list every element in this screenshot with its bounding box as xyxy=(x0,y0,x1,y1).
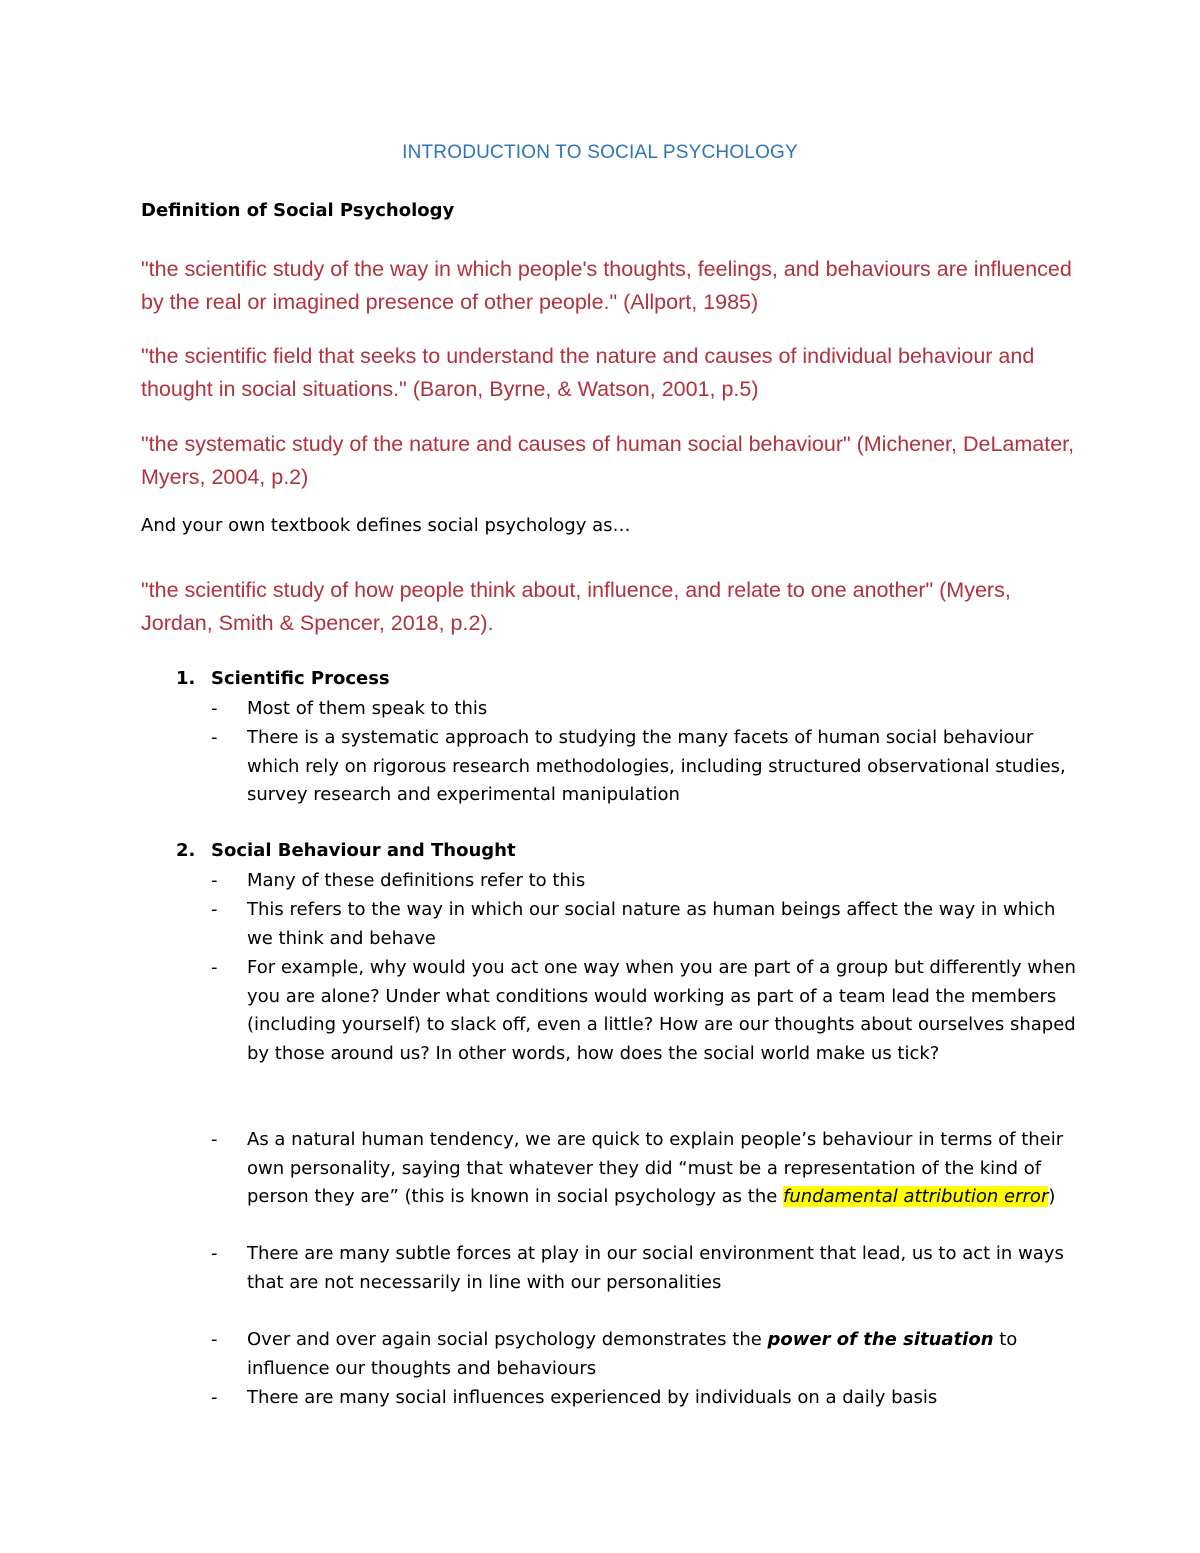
bullet-dash: - xyxy=(211,870,218,891)
section-1-title: Scientific Process xyxy=(211,668,390,689)
bullet-dash: - xyxy=(211,727,218,748)
bullet-text: Many of these definitions refer to this xyxy=(247,870,586,891)
bullet-text: There are many social influences experienced by individuals on a daily basis xyxy=(247,1387,938,1408)
fae-text-after: ) xyxy=(1048,1186,1056,1207)
textbook-intro: And your own textbook defines social psychology as… xyxy=(141,515,631,536)
bullet-dash: - xyxy=(211,957,218,978)
bullet-dash: - xyxy=(211,899,218,920)
bullet-dash: - xyxy=(211,1387,218,1408)
page-title: INTRODUCTION TO SOCIAL PSYCHOLOGY xyxy=(402,142,798,163)
fae-text-before: As a natural human tendency, we are quick to explain people’s behaviour in terms of their own personality, saying that whatever they did “must be a representation of the kind of person they are” (this is known in social psychology as the xyxy=(247,1129,1064,1207)
power-text-before: Over and over again social psychology demonstrates the xyxy=(247,1329,768,1350)
section-2-title: Social Behaviour and Thought xyxy=(211,840,516,861)
quote-michener: "the systematic study of the nature and causes of human social behaviour" (Michener, DeLamater, Myers, 2004, p.2) xyxy=(141,432,1075,489)
quote-baron: "the scientific field that seeks to understand the nature and causes of individual behaviour and thought in social situations." (Baron, Byrne, & Watson, 2001, p.5) xyxy=(141,344,1035,401)
bullet-text: For example, why would you act one way when you are part of a group but differently when you are alone? Under what conditions would working as part of a team lead the members (including yourself) to slack off, even a little? How are our thoughts about ourselves shaped by those around us? In other words, how does the social world make us tick? xyxy=(247,957,1076,1064)
bullet-text: Most of them speak to this xyxy=(247,698,488,719)
bullet-text: This refers to the way in which our social nature as human beings affect the way in which we think and behave xyxy=(247,899,1056,949)
emphasized-term: power of the situation xyxy=(767,1329,994,1350)
bullet-text xyxy=(247,1326,1077,1383)
quote-allport: "the scientific study of the way in which people's thoughts, feelings, and behaviours are influenced by the real or imagined presence of other people." (Allport, 1985) xyxy=(141,257,1072,314)
bullet-dash: - xyxy=(211,1129,218,1150)
bullet-dash: - xyxy=(211,1329,218,1350)
bullet-text: There is a systematic approach to studying the many facets of human social behaviour which rely on rigorous research methodologies, including structured observational studies, survey research and experimental manipulation xyxy=(247,727,1066,805)
highlighted-term: fundamental attribution error xyxy=(783,1186,1049,1207)
section-1-number: 1. xyxy=(176,668,196,689)
section-2-number: 2. xyxy=(176,840,196,861)
bullet-dash: - xyxy=(211,1243,218,1264)
power-text-after: to influence our thoughts and behaviours xyxy=(247,1329,1018,1379)
bullet-text: There are many subtle forces at play in our social environment that lead, us to act in ways that are not necessarily in line with our personalities xyxy=(247,1243,1064,1293)
bullet-dash: - xyxy=(211,698,218,719)
definition-heading: Definition of Social Psychology xyxy=(141,200,455,221)
bullet-text xyxy=(247,1126,1077,1212)
quote-myers: "the scientific study of how people think about, influence, and relate to one another" (Myers, Jordan, Smith & Spencer, 2018, p.2). xyxy=(141,578,1011,635)
